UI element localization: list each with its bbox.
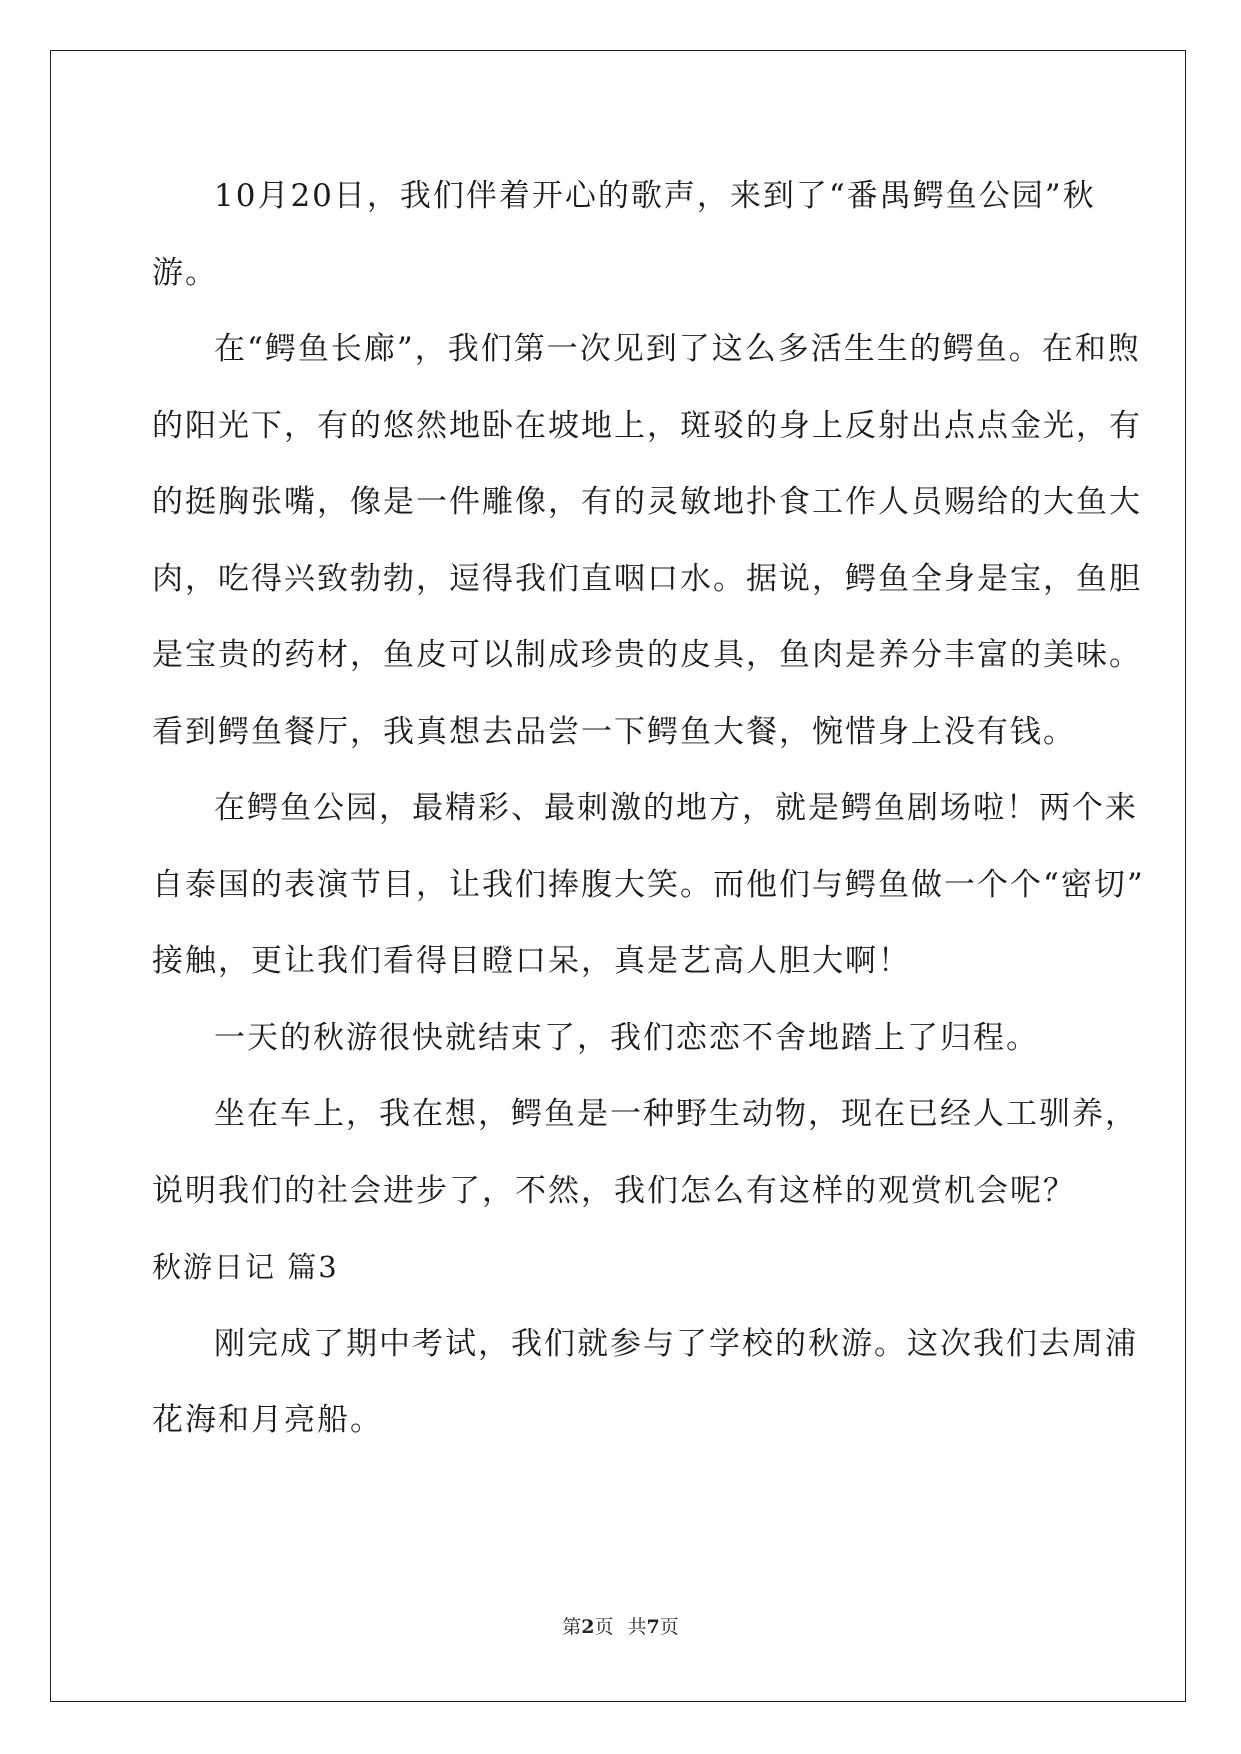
text-line: 在“鳄鱼长廊”，我们第一次见到了这么多活生生的鳄鱼。在和煦 xyxy=(214,331,1141,367)
text-line: 的阳光下，有的悠然地卧在坡地上，斑驳的身上反射出点点金光，有 xyxy=(152,407,1142,444)
text-line: 坐在车上，我在想，鳄鱼是一种野生动物，现在已经人工驯养， xyxy=(214,1096,1138,1132)
text-line: 一天的秋游很快就结束了，我们恋恋不舍地踏上了归程。 xyxy=(214,1019,1039,1056)
text-line: 自泰国的表演节目，让我们捧腹大笑。而他们与鳄鱼做一个个“密切” xyxy=(152,866,1145,903)
paragraph-2 xyxy=(152,311,1142,770)
text-line: 接触，更让我们看得目瞪口呆，真是艺高人胆大啊！ xyxy=(152,943,911,979)
paragraph-4 xyxy=(152,1000,1092,1077)
paragraph-3 xyxy=(152,770,1145,1000)
text-line: 10月20日，我们伴着开心的歌声，来到了“番禺鳄鱼公园”秋 xyxy=(214,178,1096,214)
text-line: 说明我们的社会进步了，不然，我们怎么有这样的观赏机会呢？ xyxy=(152,1172,1076,1209)
paragraph-1 xyxy=(152,158,1096,311)
text-line: 刚完成了期中考试，我们就参与了学校的秋游。这次我们去周浦 xyxy=(214,1325,1138,1362)
total-suffix: 页 xyxy=(659,1616,679,1638)
text-line: 是宝贵的药材，鱼皮可以制成珍贵的皮具，鱼肉是养分丰富的美味。 xyxy=(152,637,1142,673)
total-prefix: 共 xyxy=(627,1616,647,1638)
section-heading: 秋游日记 篇3 xyxy=(152,1250,339,1284)
total-page-number: 7 xyxy=(646,1616,660,1638)
current-page-number: 2 xyxy=(581,1616,595,1638)
text-line: 游。 xyxy=(152,254,218,291)
paragraph-6 xyxy=(152,1306,1138,1459)
document-body xyxy=(152,158,1145,1459)
page-prefix: 第 xyxy=(562,1616,582,1638)
text-line: 在鳄鱼公园，最精彩、最刺激的地方，就是鳄鱼剧场啦！两个来 xyxy=(214,790,1138,826)
text-line: 肉，吃得兴致勃勃，逗得我们直咽口水。据说，鳄鱼全身是宝，鱼胆 xyxy=(152,560,1142,597)
text-line: 花海和月亮船。 xyxy=(152,1402,383,1438)
text-line: 的挺胸张嘴，像是一件雕像，有的灵敏地扑食工作人员赐给的大鱼大 xyxy=(152,484,1142,520)
page-mid: 页 xyxy=(594,1616,614,1638)
text-line: 看到鳄鱼餐厅，我真想去品尝一下鳄鱼大餐，惋惜身上没有钱。 xyxy=(152,713,1076,750)
page-footer xyxy=(0,1612,1241,1639)
paragraph-5 xyxy=(152,1076,1138,1229)
